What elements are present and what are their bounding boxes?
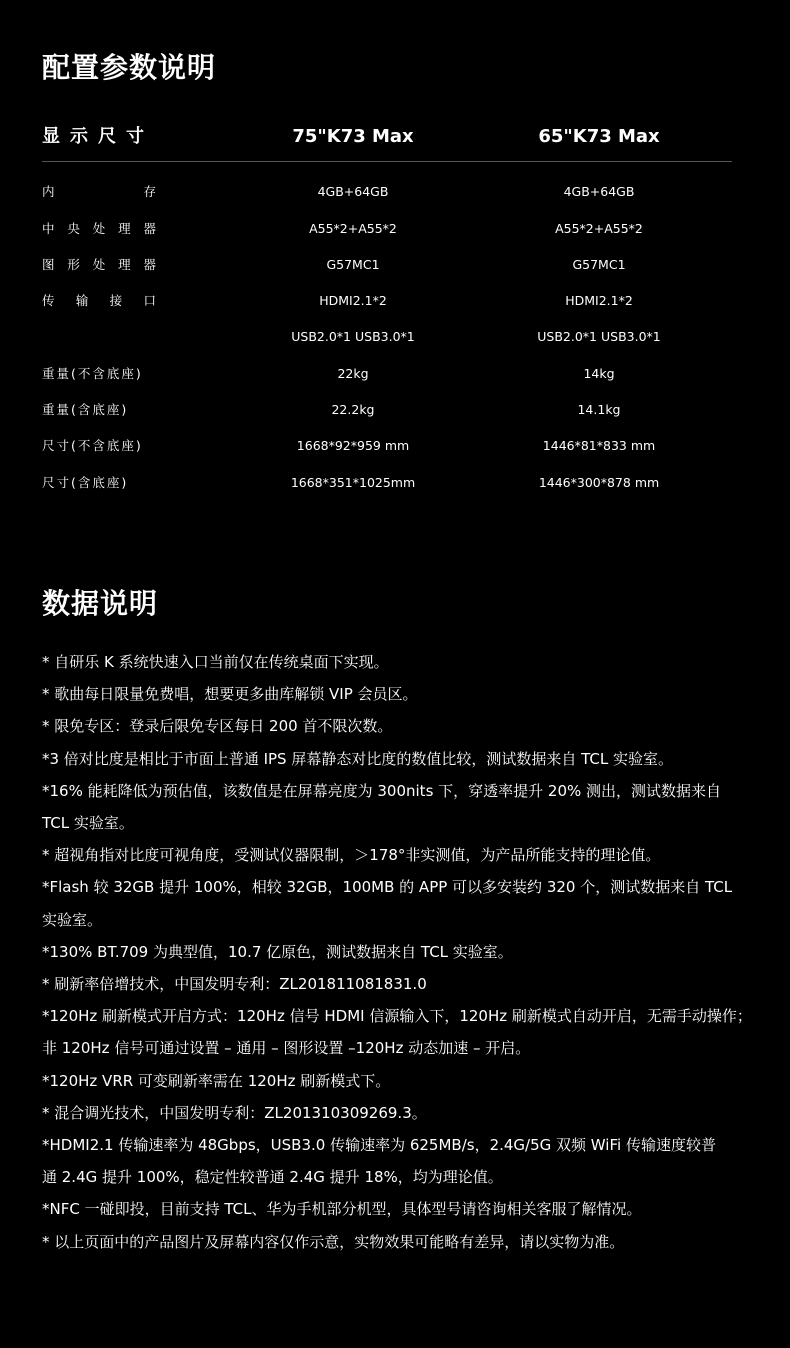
- spec-label-char: 存: [143, 184, 156, 199]
- spec-label-char: 口: [143, 293, 156, 308]
- spec-table-header: [42, 120, 732, 160]
- note-line: *NFC 一碰即投，目前支持 TCL、华为手机部分机型，具体型号请咨询相关客服了解情况。: [42, 1200, 642, 1219]
- spec-label-char: 理: [118, 257, 131, 272]
- spec-label-char: 理: [118, 221, 131, 236]
- note-line: * 以上页面中的产品图片及屏幕内容仅作示意，实物效果可能略有差异，请以实物为准。: [42, 1232, 625, 1251]
- spec-value-65: 1446*81*833 mm: [542, 438, 656, 453]
- spec-label-char: 内: [42, 184, 55, 199]
- spec-row-label: [42, 180, 156, 204]
- header-model-65: 65"K73 Max: [538, 126, 660, 147]
- note-line: 非 120Hz 信号可通过设置 – 通用 – 图形设置 –120Hz 动态加速 – 开启。: [42, 1039, 531, 1058]
- spec-label-char: 传: [42, 293, 55, 308]
- spec-row-label: 尺寸(不含底座): [42, 438, 143, 453]
- spec-value-65: USB2.0*1 USB3.0*1: [537, 329, 661, 344]
- spec-row-label: 尺寸(含底座): [42, 475, 129, 490]
- note-line: 实验室。: [42, 910, 103, 929]
- spec-value-75: 22.2kg: [331, 402, 375, 417]
- notes-section-title: 数据说明: [42, 587, 159, 620]
- spec-row-label: [42, 289, 156, 313]
- spec-row-label: 重量(含底座): [42, 402, 129, 417]
- note-line: *120Hz VRR 可变刷新率需在 120Hz 刷新模式下。: [42, 1071, 391, 1090]
- spec-row: [42, 398, 732, 422]
- spec-value-75: G57MC1: [326, 257, 380, 272]
- note-line: *130% BT.709 为典型值，10.7 亿原色，测试数据来自 TCL 实验室。: [42, 942, 513, 961]
- spec-value-65: 14kg: [583, 366, 615, 381]
- note-line: * 刷新率倍增技术，中国发明专利：ZL201811081831.0: [42, 975, 427, 994]
- spec-row-label: [42, 253, 156, 277]
- spec-label-char: 输: [75, 293, 89, 308]
- note-line: *3 倍对比度是相比于市面上普通 IPS 屏幕静态对比度的数值比较，测试数据来自 TCL 实验室。: [42, 749, 673, 768]
- notes-list: [42, 646, 752, 1258]
- note-line: * 混合调光技术，中国发明专利：ZL201310309269.3。: [42, 1103, 427, 1122]
- note-line: *120Hz 刷新模式开启方式：120Hz 信号 HDMI 信源输入下，120Hz 刷新模式自动开启，无需手动操作；: [42, 1007, 752, 1026]
- spec-row: [42, 217, 732, 241]
- spec-value-75: USB2.0*1 USB3.0*1: [291, 329, 415, 344]
- note-line: * 歌曲每日限量免费唱，想要更多曲库解锁 VIP 会员区。: [42, 685, 418, 704]
- header-label: 显示尺寸: [42, 126, 154, 147]
- spec-value-65: 1446*300*878 mm: [538, 475, 660, 490]
- spec-label-char: 处: [92, 221, 106, 236]
- note-line: *HDMI2.1 传输速率为 48Gbps，USB3.0 传输速率为 625MB/s，2.4G/5G 双频 WiFi 传输速度较普: [42, 1136, 716, 1155]
- note-line: * 自研乐 K 系统快速入口当前仅在传统桌面下实现。: [42, 653, 389, 671]
- spec-value-75: A55*2+A55*2: [309, 221, 397, 236]
- spec-row: [42, 289, 732, 313]
- spec-label-char: 央: [67, 221, 80, 236]
- spec-row: [42, 180, 732, 204]
- spec-row: [42, 471, 732, 495]
- spec-label-char: 接: [109, 293, 123, 308]
- spec-value-65: HDMI2.1*2: [565, 293, 633, 308]
- spec-value-65: A55*2+A55*2: [555, 221, 643, 236]
- note-line: *Flash 较 32GB 提升 100%，相较 32GB，100MB 的 APP 可以多安装约 320 个，测试数据来自 TCL: [42, 878, 733, 897]
- spec-value-75: 1668*351*1025mm: [290, 475, 416, 490]
- spec-row: [42, 362, 732, 386]
- note-line: TCL 实验室。: [42, 814, 134, 833]
- note-line: *16% 能耗降低为预估值，该数值是在屏幕亮度为 300nits 下，穿透率提升 20% 测出，测试数据来自: [42, 781, 722, 800]
- spec-row: [42, 253, 732, 277]
- header-divider: [42, 161, 732, 162]
- note-line: * 限免专区：登录后限免专区每日 200 首不限次数。: [42, 717, 393, 736]
- spec-label-char: 中: [42, 221, 55, 236]
- spec-value-75: 1668*92*959 mm: [296, 438, 410, 453]
- spec-label-char: 形: [67, 257, 80, 272]
- spec-row: [42, 434, 732, 458]
- spec-value-65: 14.1kg: [577, 402, 621, 417]
- spec-value-75: 22kg: [337, 366, 369, 381]
- spec-row-label: 重量(不含底座): [42, 366, 143, 381]
- spec-row-label: [42, 217, 156, 241]
- spec-value-75: HDMI2.1*2: [319, 293, 387, 308]
- spec-row: [42, 325, 732, 349]
- spec-label-char: 图: [42, 257, 55, 272]
- spec-section-title: 配置参数说明: [42, 51, 217, 84]
- spec-value-65: G57MC1: [572, 257, 626, 272]
- spec-label-char: 器: [143, 257, 156, 272]
- spec-label-char: 器: [143, 221, 156, 236]
- spec-label-char: 处: [92, 257, 106, 272]
- spec-value-75: 4GB+64GB: [317, 184, 389, 199]
- header-model-75: 75"K73 Max: [292, 126, 414, 147]
- note-line: 通 2.4G 提升 100%，稳定性较普通 2.4G 提升 18%，均为理论值。: [42, 1168, 503, 1187]
- note-line: * 超视角指对比度可视角度，受测试仪器限制，＞178°非实测值，为产品所能支持的理论值。: [42, 846, 661, 865]
- spec-value-65: 4GB+64GB: [563, 184, 635, 199]
